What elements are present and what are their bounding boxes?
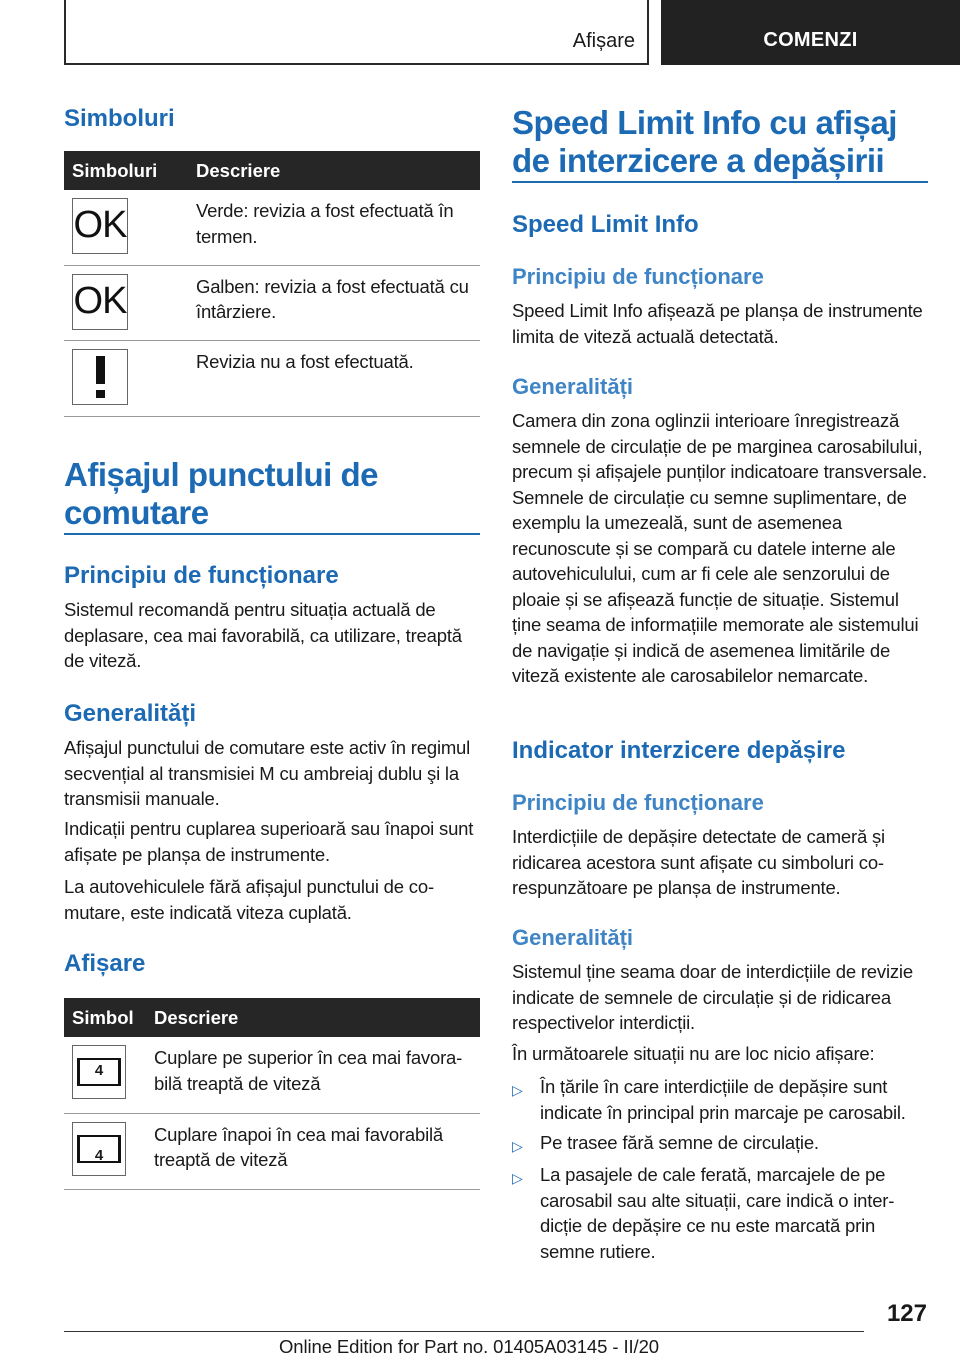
sli-heading: Speed Limit Info [512, 211, 699, 238]
general-text-3: La autovehiculele fără afișajul punctului de comutare, este indicată viteza cuplată. [64, 876, 435, 923]
gear-down-icon: 4 [72, 1122, 126, 1176]
table-row [64, 265, 480, 340]
principle-heading: Principiu de funcționare [64, 562, 339, 589]
symbol-desc: Galben: revizia a fost efectuată cu întârziere. [188, 265, 480, 340]
symbols-table-header-desc: Descriere [188, 151, 480, 190]
header-chapter-tab: COMENZI [661, 0, 960, 65]
header-separator [647, 0, 649, 65]
display-table-header-desc: Descriere [146, 998, 480, 1037]
header-rule [64, 63, 649, 65]
table-row [64, 190, 480, 265]
ot-general-text-2: În următoarele situații nu are loc nicio afișare: [512, 1043, 875, 1064]
sli-principle-heading: Principiu de funcționare [512, 264, 764, 289]
sli-general-text: Camera din zona oglinzii interioare înregistrează semnele de circulație de pe marginea carosabilului, precum și afișajele punților indicatoare transversale. Semnele de circulație cu semne suplimentare, de exemplu la umezeală, sunt de asemenea recunoscute și se compară cu datele interne ale autovehiculului, cum ar fi cele ale senzorului de ploaie și se afișează funcție de situație. Sistemul ține seama de informațiile memorate ale sistemului de navigație și indică de asemenea limitările de viteză existente ale carosabilelor nemarcate. [512, 410, 927, 686]
ot-general-heading: Generalități [512, 925, 634, 950]
title-rule [64, 533, 480, 535]
table-row [64, 1113, 480, 1189]
list-item: ▷ La pasajele de cale ferată, marcajele de pe carosabil sau alte situații, care indică o interdicție de depășire ce nu este marcată prin semne rutiere. [512, 1162, 928, 1264]
table-row [64, 340, 480, 416]
page-number: 127 [886, 1300, 927, 1327]
list-item: ▷ Pe trasee fără semne de circulație. [512, 1130, 928, 1160]
table-row [64, 1037, 480, 1113]
sli-general-heading: Generalități [512, 374, 634, 399]
triangle-bullet-icon: ▷ [512, 1082, 523, 1098]
header-left-tick [64, 0, 66, 65]
display-heading: Afișare [64, 950, 146, 977]
ok-green-icon: OK [72, 198, 128, 254]
symbols-table-header-symbol: Simboluri [64, 151, 188, 190]
ok-yellow-icon: OK [72, 274, 128, 330]
list-item: ▷ În țările în care interdicțiile de depășire sunt indicate în principal prin marcaje pe carosabil. [512, 1074, 928, 1125]
header-section-title: Afișare [572, 30, 635, 52]
triangle-bullet-icon: ▷ [512, 1170, 523, 1186]
gear-desc: Cuplare înapoi în cea mai favorabilă treaptă de viteză [146, 1113, 480, 1189]
footer-edition: Online Edition for Part no. 01405A03145 - II/20 [279, 1336, 659, 1357]
title-rule [512, 181, 928, 183]
principle-text: Sistemul recomandă pentru situația actuală de deplasare, cea mai favorabilă, ca utilizare, treaptă de viteză. [64, 599, 462, 671]
sli-principle-text: Speed Limit Info afișează pe planșa de instrumente limita de viteză actuală detectată. [512, 300, 923, 347]
gear-up-icon: 4 [72, 1045, 126, 1099]
symbols-heading: Simboluri [64, 105, 175, 132]
overtake-heading: Indicator interzicere depășire [512, 737, 846, 764]
symbols-table [64, 151, 480, 417]
display-table-header-symbol: Simbol [64, 998, 146, 1037]
general-heading: Generalități [64, 700, 197, 727]
footer-rule [64, 1331, 864, 1332]
symbol-desc: Revizia nu a fost efectuată. [188, 340, 480, 416]
ot-principle-heading: Principiu de funcționare [512, 790, 764, 815]
shift-point-title: Afișajul punctului de comutare [64, 456, 379, 531]
ot-principle-text: Interdicțiile de depășire detectate de cameră și ridicarea acestora sunt afișate cu simboluri corespunzătoare pe planșa de instrumente. [512, 826, 885, 898]
exclamation-icon [72, 349, 128, 405]
gear-desc: Cuplare pe superior în cea mai favorabilă treaptă de viteză [146, 1037, 480, 1113]
display-table [64, 998, 480, 1190]
general-text-1: Afișajul punctului de comutare este activ în regimul secvențial al transmisiei M cu ambreiaj dublu şi la transmisii manuale. [64, 737, 471, 809]
speed-limit-title: Speed Limit Info cu afișaj de interzicere a depășirii [512, 104, 897, 179]
ot-general-text-1: Sistemul ține seama doar de interdicțiile de revizie indicate de semnele de circulație și de ridicarea respectivelor interdicții. [512, 961, 913, 1033]
general-text-2: Indicații pentru cuplarea superioară sau înapoi sunt afișate pe planșa de instrumente. [64, 818, 474, 865]
triangle-bullet-icon: ▷ [512, 1138, 523, 1154]
symbol-desc: Verde: revizia a fost efectuată în termen. [188, 190, 480, 265]
